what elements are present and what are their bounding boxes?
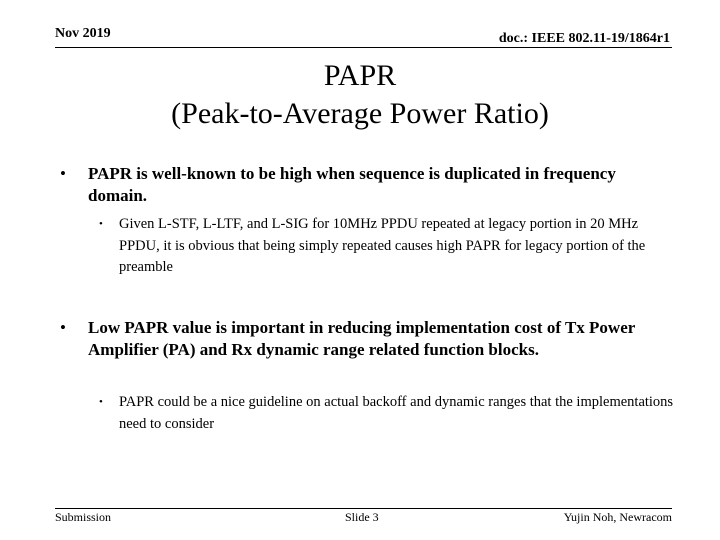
bullet-marker-icon: • bbox=[60, 318, 66, 337]
footer-slide-number: Slide 3 bbox=[345, 510, 379, 524]
sub-bullet-1 bbox=[99, 214, 664, 279]
bullet-1-text: PAPR is well-known to be high when sequence is duplicated in frequency domain. bbox=[88, 164, 616, 205]
title-line-1: PAPR bbox=[323, 59, 397, 92]
sub-bullet-1-text: Given L-STF, L-LTF, and L-SIG for 10MHz PPDU repeated at legacy portion in 20 MHz PPDU, it is obvious that being simply repeated causes high PAPR for legacy portion of the preamble bbox=[119, 216, 646, 275]
header-date: Nov 2019 bbox=[55, 26, 111, 41]
header-rule bbox=[55, 47, 672, 48]
bullet-2-text: Low PAPR value is important in reducing implementation cost of Tx Power Amplifier (PA) and Rx dynamic range related function blocks. bbox=[88, 318, 635, 359]
bullet-1 bbox=[60, 163, 648, 207]
sub-bullet-marker-icon: • bbox=[99, 218, 103, 230]
sub-bullet-2-text: PAPR could be a nice guideline on actual backoff and dynamic ranges that the implementations need to consider bbox=[119, 394, 674, 432]
footer-submission: Submission bbox=[55, 510, 112, 524]
sub-bullet-marker-icon: • bbox=[99, 396, 103, 408]
bullet-2 bbox=[60, 317, 658, 361]
header-doc-id: doc.: IEEE 802.11-19/1864r1 bbox=[498, 31, 670, 46]
footer-author: Yujin Noh, Newracom bbox=[563, 510, 672, 524]
bullet-marker-icon: • bbox=[60, 164, 66, 183]
footer-rule bbox=[55, 508, 672, 509]
title-line-2: (Peak-to-Average Power Ratio) bbox=[171, 97, 549, 130]
sub-bullet-2 bbox=[99, 392, 679, 435]
slide-title bbox=[0, 57, 720, 133]
